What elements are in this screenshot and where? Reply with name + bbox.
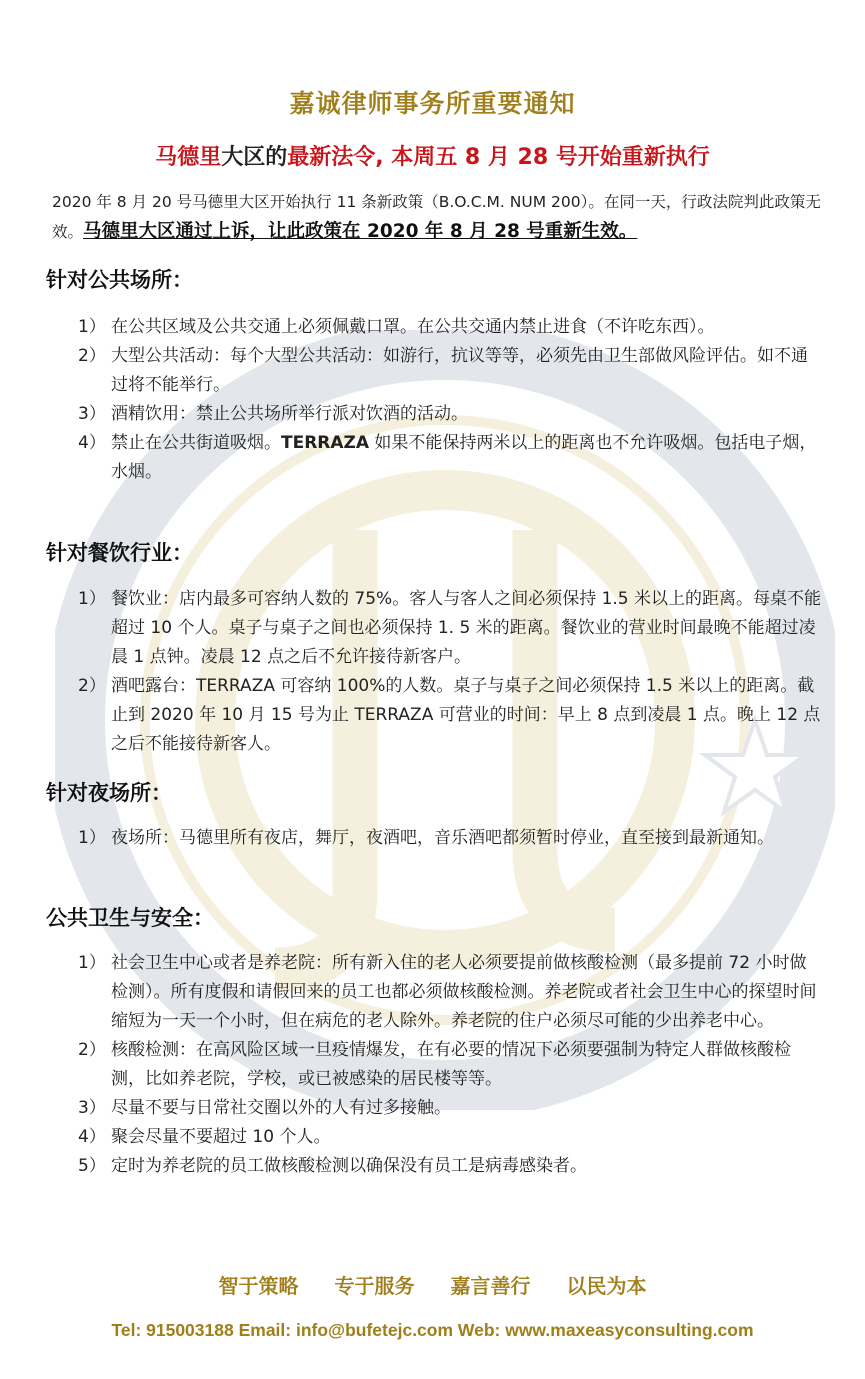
list-item — [78, 313, 823, 342]
section-heading-nightlife: 针对夜场所： — [46, 781, 172, 805]
dining-list — [78, 585, 823, 759]
section-heading-dining: 针对餐饮行业： — [46, 541, 193, 565]
list-item — [78, 1094, 823, 1123]
motto-item: 专于服务 — [334, 1274, 415, 1298]
item-text: 酒吧露台：TERRAZA 可容纳 100%的人数。桌子与桌子之间必须保持 1.5 米以上的距离。截止到 2020 年 10 月 15 号为止 TERRAZA 可营业的时间：早上 8 点到凌晨 1 点。晚上 12 点之后不能接待新客人。 — [111, 676, 821, 754]
item-number: 3） — [78, 1098, 106, 1118]
item-number: 4） — [78, 1127, 106, 1147]
item-text: 餐饮业：店内最多可容纳人数的 75%。客人与客人之间必须保持 1.5 米以上的距离。每桌不能超过 10 个人。桌子与桌子之间也必须保持 1. 5 米的距离。餐饮业的营业时间最晚不能超过凌晨 1 点钟。凌晨 12 点之后不允许接待新客户。 — [111, 589, 822, 667]
subtitle-decree: 最新法令, 本周五 8 月 28 号开始重新执行 — [287, 145, 710, 170]
list-item — [78, 429, 823, 487]
section-heading-public: 针对公共场所： — [46, 268, 193, 292]
item-text: 聚会尽量不要超过 10 个人。 — [111, 1127, 331, 1147]
item-text: 如果不能保持两米以上的距离也不允许吸烟。包括电子烟，水烟。 — [111, 433, 817, 482]
list-item — [78, 949, 823, 1036]
footer-contact: Tel: 915003188 Email: info@bufetejc.com Web: www.maxeasyconsulting.com — [111, 1320, 754, 1340]
item-number: 1） — [78, 953, 106, 973]
item-text: 尽量不要与日常社交圈以外的人有过多接触。 — [111, 1098, 451, 1118]
item-text: 大型公共活动：每个大型公共活动：如游行，抗议等等，必须先由卫生部做风险评估。如不通过将不能举行。 — [111, 346, 808, 395]
list-item — [78, 672, 823, 759]
list-item — [78, 342, 823, 400]
motto-item: 智于策略 — [218, 1274, 299, 1298]
intro-paragraph — [52, 187, 822, 247]
motto-item: 嘉言善行 — [450, 1274, 531, 1298]
item-number: 3） — [78, 404, 106, 424]
section-heading-health: 公共卫生与安全： — [46, 906, 214, 930]
item-number: 2） — [78, 1040, 106, 1060]
item-number: 1） — [78, 828, 106, 848]
health-list — [78, 949, 823, 1181]
item-text: 定时为养老院的员工做核酸检测以确保没有员工是病毒感染者。 — [111, 1156, 587, 1176]
item-number: 5） — [78, 1156, 106, 1176]
motto-item: 以民为本 — [566, 1274, 647, 1298]
intro-text: 2020 年 8 月 20 号马德里大区开始执行 11 条新政策（B.O.C.M. NUM 200）。在同一天，行政法院判此政策无效。 — [52, 193, 821, 241]
item-text: 夜场所：马德里所有夜店，舞厅，夜酒吧，音乐酒吧都须暂时停业，直至接到最新通知。 — [111, 828, 774, 848]
item-number: 2） — [78, 676, 106, 696]
list-item — [78, 585, 823, 672]
nightlife-list — [78, 824, 823, 853]
item-text-bold: TERRAZA — [281, 433, 370, 453]
footer-motto — [0, 1270, 865, 1299]
item-text: 核酸检测：在高风险区域一旦疫情爆发，在有必要的情况下必须要强制为特定人群做核酸检测，比如养老院，学校，或已被感染的居民楼等等。 — [111, 1040, 791, 1089]
public-list — [78, 313, 823, 487]
item-number: 2） — [78, 346, 106, 366]
notice-title: 嘉诚律师事务所重要通知 — [289, 89, 576, 118]
list-item — [78, 1152, 823, 1181]
item-text: 社会卫生中心或者是养老院：所有新入住的老人必须要提前做核酸检测（最多提前 72 小时做检测）。所有度假和请假回来的员工也都必须做核酸检测。养老院或者社会卫生中心的探望时间缩短为一天一个小时，但在病危的老人除外。养老院的住户必须尽可能的少出养老中心。 — [111, 953, 817, 1031]
item-number: 1） — [78, 589, 106, 609]
list-item — [78, 1123, 823, 1152]
list-item — [78, 1036, 823, 1094]
subtitle-connector: 大区的 — [221, 145, 288, 170]
intro-emphasis: 马德里大区通过上诉，让此政策在 2020 年 8 月 28 号重新生效。 — [83, 221, 638, 242]
item-text: 禁止在公共街道吸烟。 — [111, 433, 281, 453]
item-number: 1） — [78, 317, 106, 337]
item-text: 在公共区域及公共交通上必须佩戴口罩。在公共交通内禁止进食（不许吃东西）。 — [111, 317, 715, 337]
item-number: 4） — [78, 433, 106, 453]
notice-subtitle — [0, 140, 865, 171]
item-text: 酒精饮用：禁止公共场所举行派对饮酒的活动。 — [111, 404, 468, 424]
subtitle-region: 马德里 — [155, 145, 222, 170]
list-item — [78, 824, 823, 853]
list-item — [78, 400, 823, 429]
